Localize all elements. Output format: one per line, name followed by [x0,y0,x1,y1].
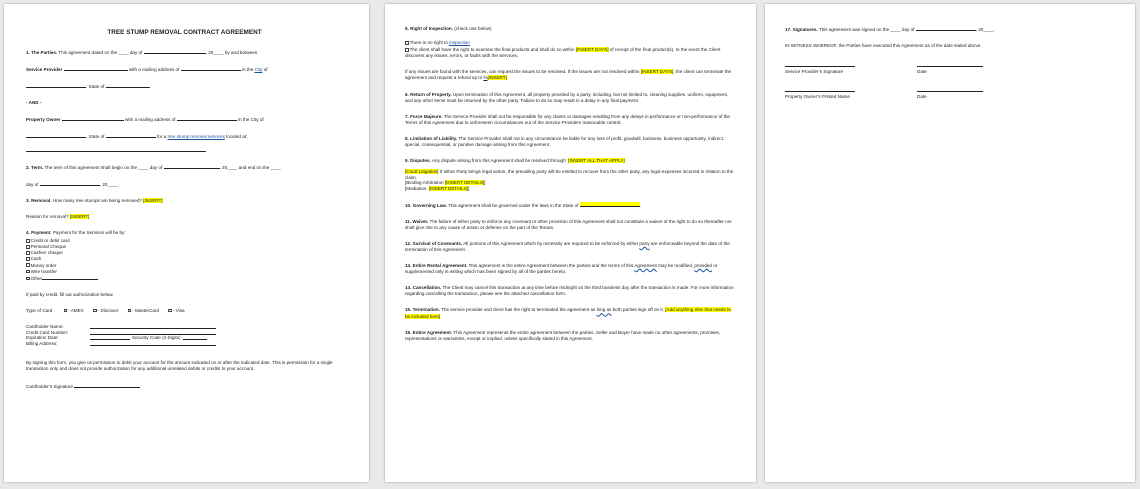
checkbox-icon[interactable] [26,239,30,243]
section-governing-law: 10. Governing Law. This agreement shall be governed under the laws in the State of . [405,202,641,208]
return-property-text: Upon termination of this Agreement, all property provided by a party, including, but not limited to, cleaning supplies, uniform, equipment, and any other items must be returned by the other party. Failure to do so may result in a delay in any final payment. [405,91,729,103]
document-page-1 [4,4,369,482]
section-term [26,164,343,171]
located-at-text: located at: [226,134,248,140]
waiver-heading: 11. Waiver. [405,218,429,224]
removal-heading: 3. Removal. [26,197,52,203]
close-bracket: ] [468,186,470,191]
for-a-text: for a [156,134,167,140]
binding-text: [Binding Arbitration [405,180,444,186]
card-type-label: - Discover [97,307,119,313]
close-bracket: ] [484,180,486,186]
insert-all-placeholder: [INSERT ALL THAT APPLY] [568,158,625,164]
disputes-text: Any dispute arising from this Agreement shall be resolved through: [431,158,567,164]
checkbox-icon[interactable] [405,48,409,52]
survival-text-b: are enforceable beyond the date of the termination of this Agreement. [405,240,730,252]
long-as-word: long as [596,307,612,313]
in-the-city-of-text: in the City of [238,117,264,123]
card-type-visa[interactable] [168,308,184,313]
checkbox-icon[interactable] [405,41,409,45]
card-number-label: Credit Card Number: [26,329,69,335]
parties-heading: 1. The Parties. [26,50,58,55]
insert-placeholder-2: [INSERT] [69,213,90,219]
expiration-field[interactable] [90,335,130,340]
inspection-para-b: , the client can terminate the agreement and request a refund up to [405,69,732,81]
inspection-paragraph: If any issues are found with the services, can request the issues to be resolved. If the issues are not resolved within [INSERT DAYS], the client can terminate the agreement and request a refund up to %[INSERT]. [405,69,732,81]
entire-rental-text-a: This agreement is the entire Agreement between the parties and the terms of this [468,263,634,269]
po-date-col [917,87,1007,100]
in-the-text: in the [241,67,254,73]
liability-text: The Service Provider shall not in any circumstance be liable for any loss of profit, goodwill, business, business opportunity, indirect, special, consequential, or punitive damage arising from this Agreement. [405,135,725,148]
option-label: Personal Cheque [30,244,67,250]
sp-signature-field[interactable] [785,62,855,67]
checkbox-icon[interactable] [93,309,97,313]
service-provider-line [26,66,343,73]
term-heading: 2. Term. [26,164,44,170]
reason-text: Reason for removal? [26,213,69,219]
billing-address-label: Billing Address: [26,340,58,346]
checkbox-icon[interactable] [26,245,30,249]
payment-options [26,238,343,282]
governing-law-heading: 10. Governing Law. [405,202,447,208]
section-cancellation [405,285,734,297]
mailing-address-text-2: with a mailing address of [125,117,176,123]
cardholder-signature-label: Cardholder’s Signature [26,383,74,389]
court-litigation-option [405,169,734,180]
checkbox-icon[interactable] [168,309,172,313]
authorization-text: By signing this form, you give us permission to debit your account for the amount indicated on or after the indicated date. This is permission for a single transaction only and does not provide authorization for any additional unrelated debits or credits to your account. [26,360,333,372]
mediation-option [405,186,734,192]
term-text-a: The term of this agreement shall begin on the ____ day of [44,164,163,170]
checkbox-icon[interactable] [26,263,30,267]
blank-line [26,133,86,138]
add-anything-placeholder: [Add anything else that needs to be included here] [405,307,731,319]
security-code-field[interactable] [183,335,207,340]
option-text: There is no right to [409,40,448,46]
insert-days-placeholder: [INSERT DAYS] [575,47,609,53]
disputes-options [405,169,734,191]
section-removal [26,198,343,204]
section-entire-rental [405,263,734,275]
signatures-heading: 17. Signatures. [785,27,818,32]
section-signatures [785,26,1113,33]
card-type-label: - Visa [172,307,185,313]
property-owner-signature-block [785,87,1113,100]
signatures-text-b: , 20____. [975,27,995,32]
section-return-property [405,92,734,104]
provided-word: provided [694,263,712,269]
reason-line [26,214,343,220]
service-provider-label: Service Provider [26,67,63,73]
credit-note: If paid by credit, fill out authorization below. [26,291,114,297]
inspection-heading: 5. Right of Inspection. [405,26,453,31]
card-details [26,324,343,346]
return-property-heading: 6. Return of Property. [405,91,452,97]
cancellation-heading: 14. Cancellation. [405,285,442,291]
blank-line [106,83,150,88]
twenty-text: , 20____. [99,181,119,187]
blank-line [26,147,206,152]
location-line [26,147,343,154]
force-majeure-heading: 7. Force Majeure. [405,113,443,119]
tree-stump-services-link[interactable]: tree stump removal services [167,134,225,140]
section-disputes [405,158,734,164]
and-separator: - AND - [26,100,42,106]
property-owner-label: Property Owner [26,117,61,123]
sp-date-field[interactable] [917,62,983,67]
survival-text-a: All portions of this Agreement which by necessity are required to be enforced by either [463,240,639,246]
force-majeure-text: The Service Provider shall not be responsible for any claims or damages resulting from any delays in performance or non-performance of the Terms of this Agreement due to unforeseen circumstances out of the Service Providers reasonable control. [405,113,730,125]
inspection-option-2[interactable] [405,47,734,59]
blank-line [42,275,98,280]
agreement-word: Agreement [634,263,657,269]
section-parties [26,49,343,56]
termination-heading: 15. Termination. [405,307,440,313]
section-survival [405,241,734,253]
entire-agreement-text: This Agreement represents the entire agreement between the parties. Seller and Buyer have made no other agreements, promises, representations or warranties, except or implied, unless specifically stated in this Agreement. [405,329,721,341]
date-line [144,49,206,54]
checkbox-icon[interactable] [26,277,30,281]
state-line-1 [26,83,343,90]
po-date-label: Date [917,94,927,100]
term-text-b: , 20____ and end on the ____ [219,164,281,170]
card-type-amex[interactable] [64,308,84,313]
document-page-3 [765,4,1135,482]
payment-heading: 4. Payment. [26,230,52,236]
checkbox-icon[interactable] [128,309,132,313]
option-text-b: of receipt of the final product(s). In the event the Client discovers any issues, errors, or faults with the Services. [405,47,721,59]
entire-agreement-heading: 16. Entire Agreement. [405,329,453,335]
option-label: Cashier cheque [30,250,63,256]
state-field[interactable] [580,202,640,207]
termination-text-b: both parties sign off on it. [612,307,664,313]
state-line-2 [26,133,343,140]
mediation-text: [Mediation. [405,186,428,191]
po-date-field[interactable] [917,87,983,92]
mailing-address-text: with a mailing address of [128,67,180,73]
option-label: Other [30,275,43,281]
cardholder-signature-row [26,383,343,390]
blank-line [164,164,220,169]
blank-line [181,66,241,71]
section-entire-agreement [405,330,734,342]
court-litigation-placeholder: [Court Litigation] [405,169,439,175]
po-name-col [785,87,917,100]
entire-rental-heading: 13. Entire Rental Agreement. [405,263,468,269]
insert-placeholder: [INSERT] [487,75,507,81]
card-number-field[interactable] [90,330,216,335]
property-owner-line [26,116,343,123]
security-code-label: Security Code (3 Digits) [132,335,181,341]
option-label: Wire transfer [30,268,57,274]
removal-text: How many tree stumps are being removed? [52,197,142,203]
po-name-label: Property Owner’s Printed Name [785,94,850,100]
inspection-option-1[interactable] [405,40,734,46]
cardholder-name-field[interactable] [90,324,216,329]
blank-line [64,66,128,71]
cardholder-name-label: Cardholder Name: [26,323,64,329]
document-page-2 [385,4,756,482]
checkbox-icon[interactable] [64,309,68,313]
signed-date-field[interactable] [916,26,976,31]
termination-text-a: The service provider and client has the right to terminated the agreement as [441,307,596,313]
day-of-text: day of [26,181,39,187]
document-title: TREE STUMP REMOVAL CONTRACT AGREEMENT [107,29,262,36]
entire-rental-text-c: or supplemented only in writing which has been signed by all of the parties hereto. [405,263,718,275]
section-inspection [405,26,734,32]
cardholder-signature-field[interactable] [74,383,140,388]
parties-text-a: This agreement dated on the ____ day of [58,50,143,55]
survival-heading: 12. Survival of Covenants. [405,240,463,246]
section-payment [26,230,343,236]
billing-address-field[interactable] [90,341,216,346]
sp-date-label: Date [917,69,927,75]
checkbox-icon[interactable] [26,257,30,261]
section-termination [405,307,734,319]
card-type-label: - AMEX [68,307,84,313]
parties-text-b: , 20____ by and between [205,50,258,55]
party-word: party [639,240,650,246]
insert-details-placeholder-2: [INSERT DETAILS] [428,186,469,191]
card-type-mastercard[interactable] [128,308,159,313]
sp-signature-label: Service Provider’s Signature [785,69,844,75]
option-text: The client shall have the right to examine the final products and shall do so within [409,47,575,53]
inspection-link[interactable]: inspection [449,40,470,46]
signatures-text-a: This agreement was signed on the ____ day of [818,27,915,32]
option-label: Money order [30,262,57,268]
checkbox-icon[interactable] [26,251,30,255]
checkbox-icon[interactable] [26,270,30,274]
inspection-text: (check one below) [454,26,492,31]
liability-heading: 8. Limitation of Liability. [405,135,458,141]
option-label: Cash [30,256,42,262]
section-liability [405,136,734,148]
blank-line [106,133,156,138]
billing-address-row [26,341,343,347]
payment-option-other[interactable] [26,275,343,282]
state-of-text-2: , State of [86,134,105,140]
expiration-label: Expiration Date: [26,335,59,341]
card-type-row [26,308,343,314]
governing-law-text: This agreement shall be governed under the laws in the State of [448,202,579,208]
insert-placeholder: [INSERT] [143,197,163,203]
blank-line [177,116,237,121]
of-text: of [263,67,268,73]
insert-days-placeholder-2: [INSERT DAYS] [640,69,674,75]
po-name-field[interactable] [785,87,855,92]
sp-date-col [917,62,1007,75]
percent-sign: % [483,75,488,81]
inspection-para-a: If any issues are found with the services, can request the issues to be resolved. If the issues are not resolved within [405,69,640,75]
insert-details-placeholder: [INSERT DETAILS] [444,180,485,186]
service-provider-signature-block [785,62,1113,75]
type-of-card-label: Type of Card [26,307,53,313]
card-type-label: - MasterCard [132,307,160,313]
cancellation-text: The Client may cancel this transaction at any time before midnight on the third business day after the transaction is made. For more information regarding cancelling the transaction, please see the attached cancellation form. [405,285,734,297]
term-end-line [26,181,343,188]
option-label: Credit or debit card [30,238,70,244]
blank-line [40,181,100,186]
card-type-discover[interactable] [93,308,118,313]
entire-rental-text-b: may be modified, [658,263,694,269]
disputes-heading: 9. Disputes. [405,158,431,164]
section-waiver [405,219,734,231]
witness-statement: IN WITNESS WHEREOF, the Parties have executed this Agreement as of the date stated above. [785,43,982,49]
section-force-majeure [405,114,734,126]
city-link[interactable]: City [254,67,263,73]
blank-line [26,83,86,88]
court-text: If either Party brings legal action, the prevailing party will be entitled to recover from the other party, any legal expenses incurred in relation to the claim. [405,169,734,180]
waiver-text: The failure of either party to enforce any covenant or other provision of this Agreement shall not constitute a waiver of the right to do so thereafter nor shall give rise to any cause of action or defense on the part of the Tenant. [405,218,732,230]
state-of-text: , State of [86,84,105,90]
payment-text: Payment for the Services will be by: [52,230,126,236]
blank-line [62,116,124,121]
sp-signature-col [785,62,917,75]
